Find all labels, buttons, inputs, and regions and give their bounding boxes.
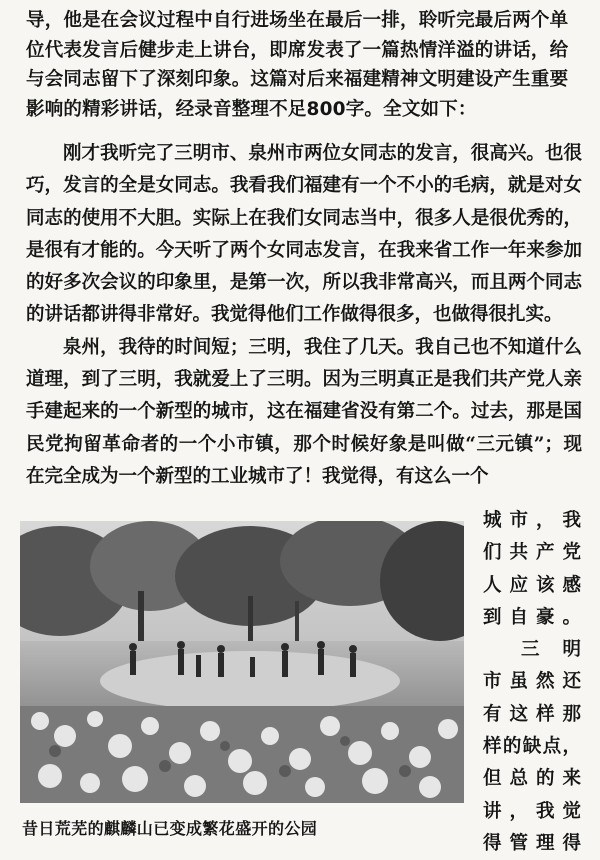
- side-line: 得管理得: [483, 832, 581, 854]
- side-line: 们共产党: [483, 542, 581, 564]
- side-line: 讲，我觉: [483, 800, 581, 822]
- side-line: 有这样那: [483, 703, 581, 725]
- side-line: 三明: [521, 639, 581, 661]
- side-line: 到自豪。: [483, 606, 581, 628]
- side-line: 但总的来: [483, 768, 581, 790]
- side-line: 城市，我: [483, 510, 581, 531]
- side-line: 市虽然还: [483, 671, 581, 693]
- side-line: 样的缺点，: [483, 736, 581, 758]
- photo-caption: 昔日荒芜的麒麟山已变成繁花盛开的公园: [22, 819, 318, 838]
- speech-text: [26, 138, 582, 493]
- side-text-column: [483, 505, 581, 860]
- park-photo: [20, 521, 464, 803]
- speech-paragraph-2: 泉州，我待的时间短；三明，我住了几天。我自己也不知道什么道理，到了三明，我就爱上了三明。因为三明真正是我们共产党人亲手建起来的一个新型的城市，这在福建省没有第二个。过去，那是国民党拘留革命者的一个小市镇，那个时候好象是叫做“三元镇”；现在完全成为一个新型的工业城市了！我觉得，有这么一个: [26, 336, 582, 487]
- side-line: 人应该感: [483, 574, 581, 596]
- speech-paragraph-1: 刚才我听完了三明市、泉州市两位女同志的发言，很高兴。也很巧，发言的全是女同志。我看我们福建有一个不小的毛病，就是对女同志的使用不大胆。实际上在我们女同志当中，很多人是很优秀的，是很有才能的。今天听了两个女同志发言，在我来省工作一年来参加的好多次会议的印象里，是第一次，所以我非常高兴，而且两个同志的讲话都讲得非常好。我觉得他们工作做得很多，也做得很扎实。: [26, 143, 582, 326]
- intro-paragraph: 导，他是在会议过程中自行进场坐在最后一排，聆听完最后两个单位代表发言后健步走上讲台，即席发表了一篇热情洋溢的讲话，给与会同志留下了深刻印象。这篇对后来福建精神文明建设产生重要影响的精彩讲话，经录音整理不足800字。全文如下：: [26, 10, 569, 120]
